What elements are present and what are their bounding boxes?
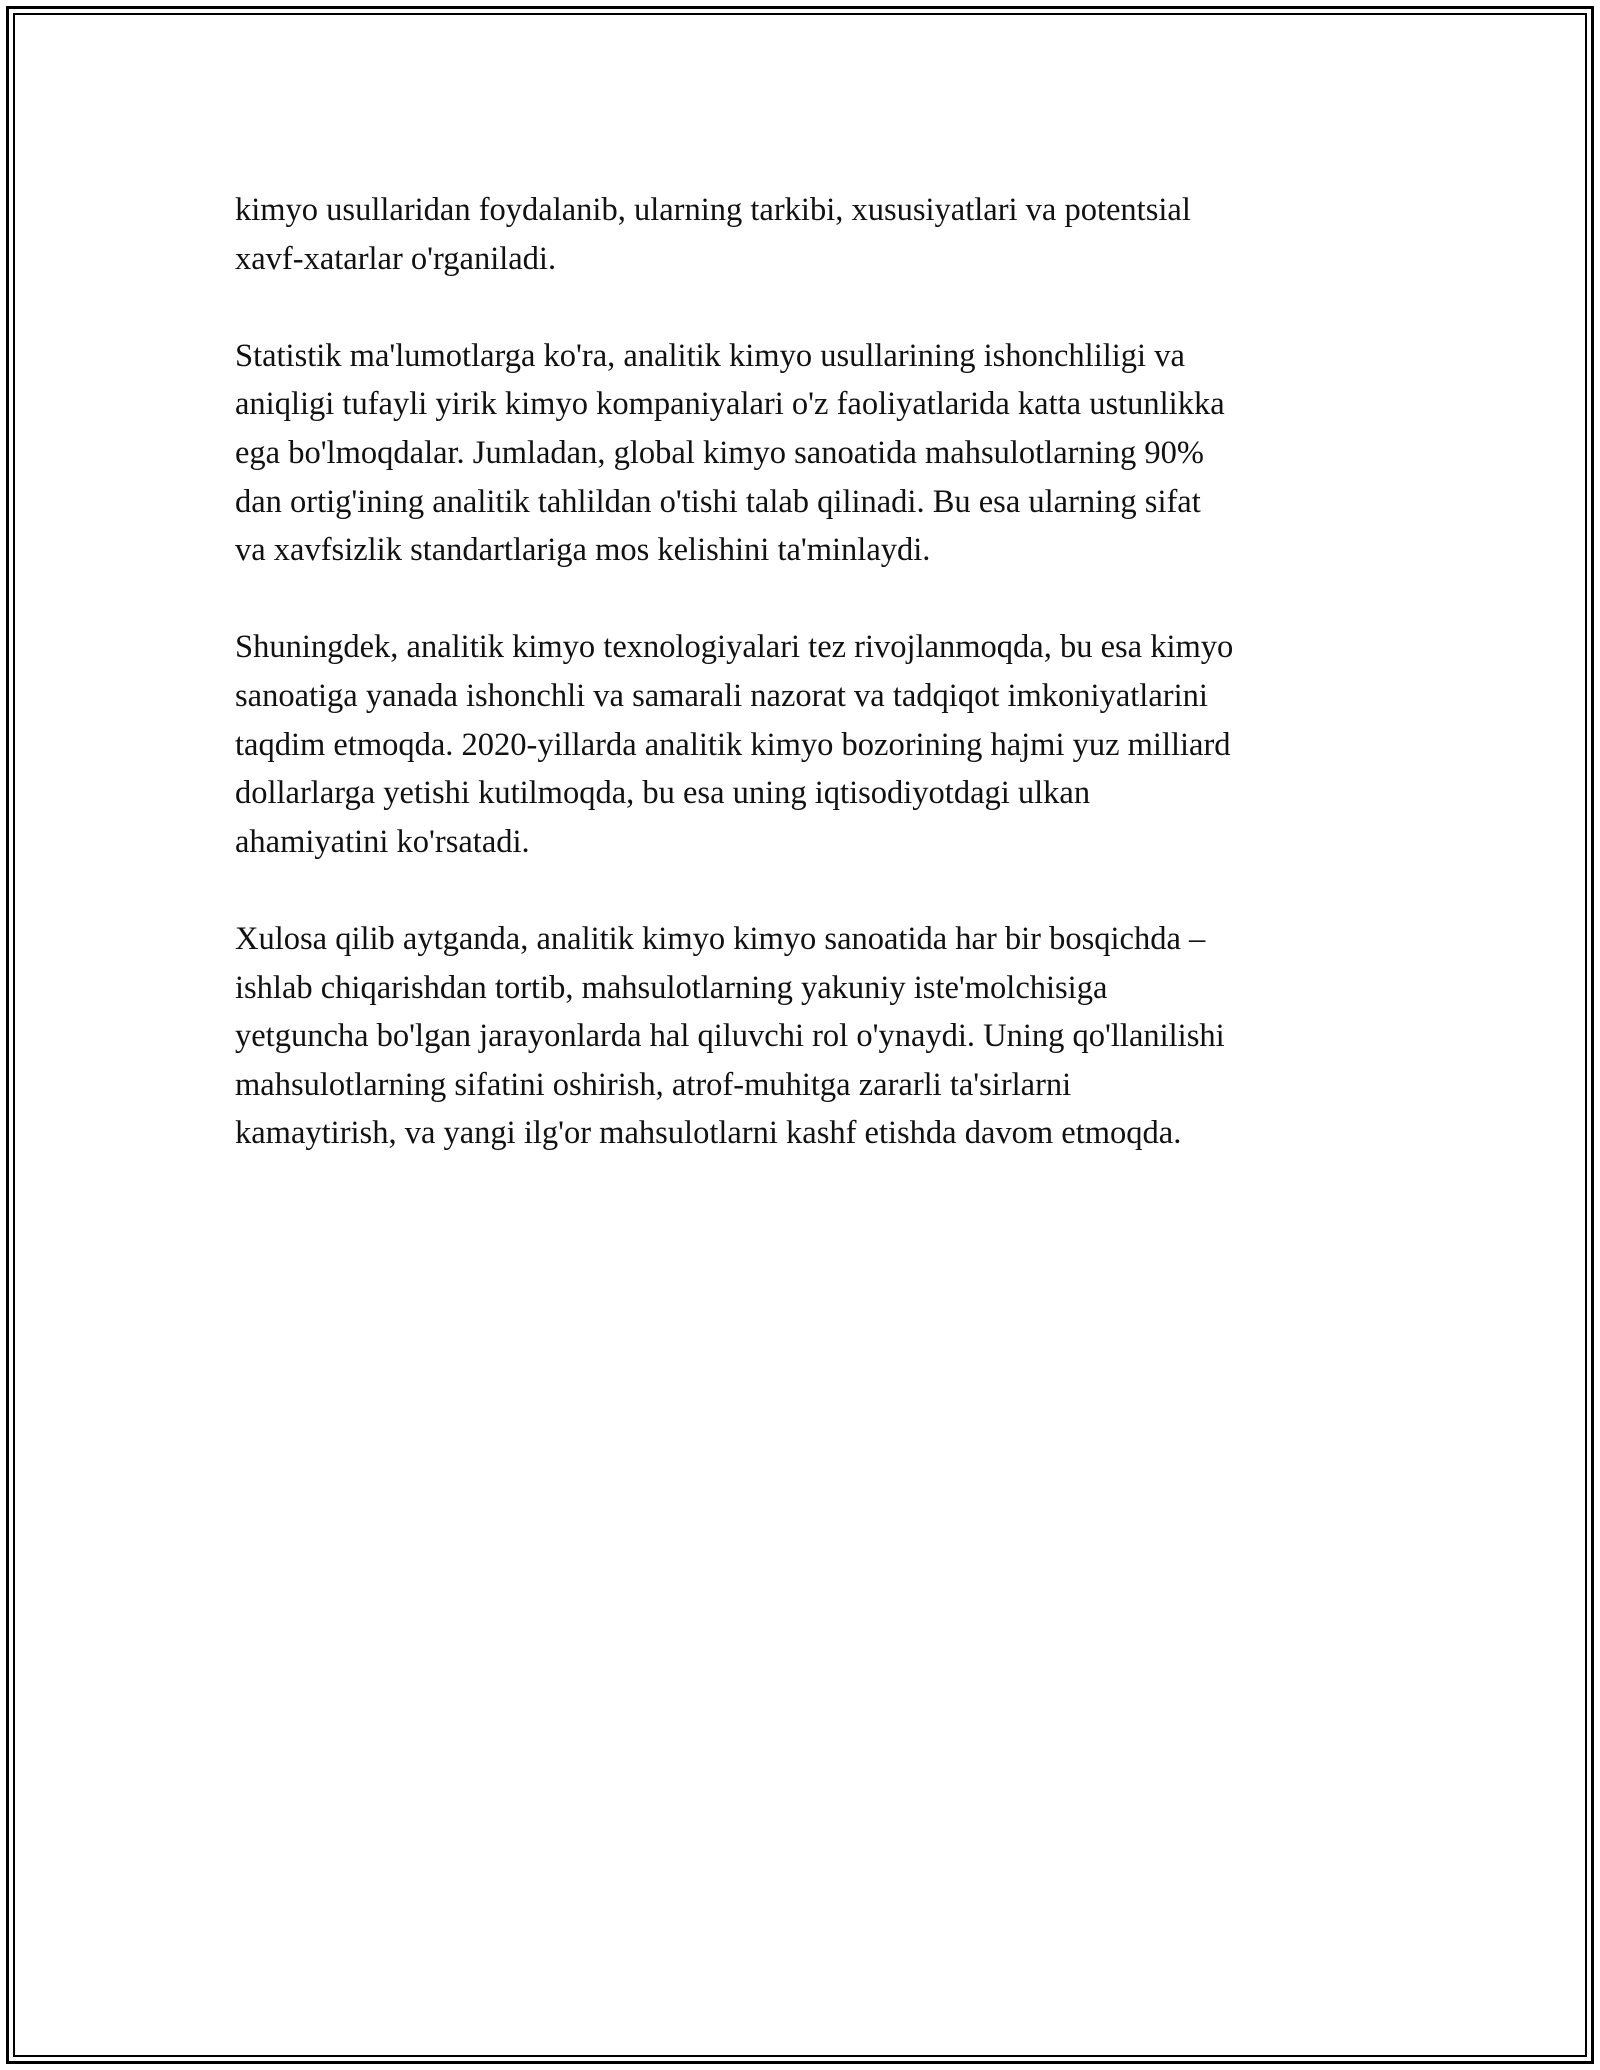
text-line: dan ortig'ining analitik tahlildan o'tishi talab qilinadi. Bu esa ularning sifat [235, 483, 1201, 520]
text-line: kimyo usullaridan foydalanib, ularning tarkibi, xususiyatlari va potentsial [235, 192, 1191, 228]
text-line: Xulosa qilib aytganda, analitik kimyo kimyo sanoatida har bir bosqichda – [235, 920, 1206, 957]
text-line: sanoatiga yanada ishonchli va samarali nazorat va tadqiqot imkoniyatlarini [235, 677, 1208, 714]
text-line: Statistik ma'lumotlarga ko'ra, analitik kimyo usullarining ishonchliligi va [235, 337, 1185, 374]
text-line: mahsulotlarning sifatini oshirish, atrof-muhitga zararli ta'sirlarni [235, 1066, 1072, 1103]
text-line: taqdim etmoqda. 2020-yillarda analitik kimyo bozorining hajmi yuz milliard [235, 726, 1231, 763]
text-line: Shuningdek, analitik kimyo texnologiyalari tez rivojlanmoqda, bu esa kimyo [235, 629, 1234, 666]
paragraph-2 [235, 332, 1395, 575]
text-line: ahamiyatini ko'rsatadi. [235, 823, 530, 860]
text-line: yetguncha bo'lgan jarayonlarda hal qiluvchi rol o'ynaydi. Uning qo'llanilishi [235, 1018, 1225, 1055]
document-body [235, 186, 1395, 1206]
text-line: kamaytirish, va yangi ilg'or mahsulotlarni kashf etishda davom etmoqda. [235, 1115, 1182, 1152]
text-line: xavf-xatarlar o'rganiladi. [235, 240, 557, 277]
text-line: dollarlarga yetishi kutilmoqda, bu esa uning iqtisodiyotdagi ulkan [235, 775, 1091, 812]
paragraph-1 [235, 186, 1395, 283]
text-line: ishlab chiqarishdan tortib, mahsulotlarning yakuniy iste'molchisiga [235, 969, 1108, 1006]
text-line: ega bo'lmoqdalar. Jumladan, global kimyo sanoatida mahsulotlarning 90% [235, 434, 1204, 471]
paragraph-4 [235, 915, 1395, 1158]
paragraph-3 [235, 623, 1395, 866]
text-line: aniqligi tufayli yirik kimyo kompaniyalari o'z faoliyatlarida katta ustunlikka [235, 386, 1225, 423]
text-line: va xavfsizlik standartlariga mos kelishini ta'minlaydi. [235, 532, 931, 569]
